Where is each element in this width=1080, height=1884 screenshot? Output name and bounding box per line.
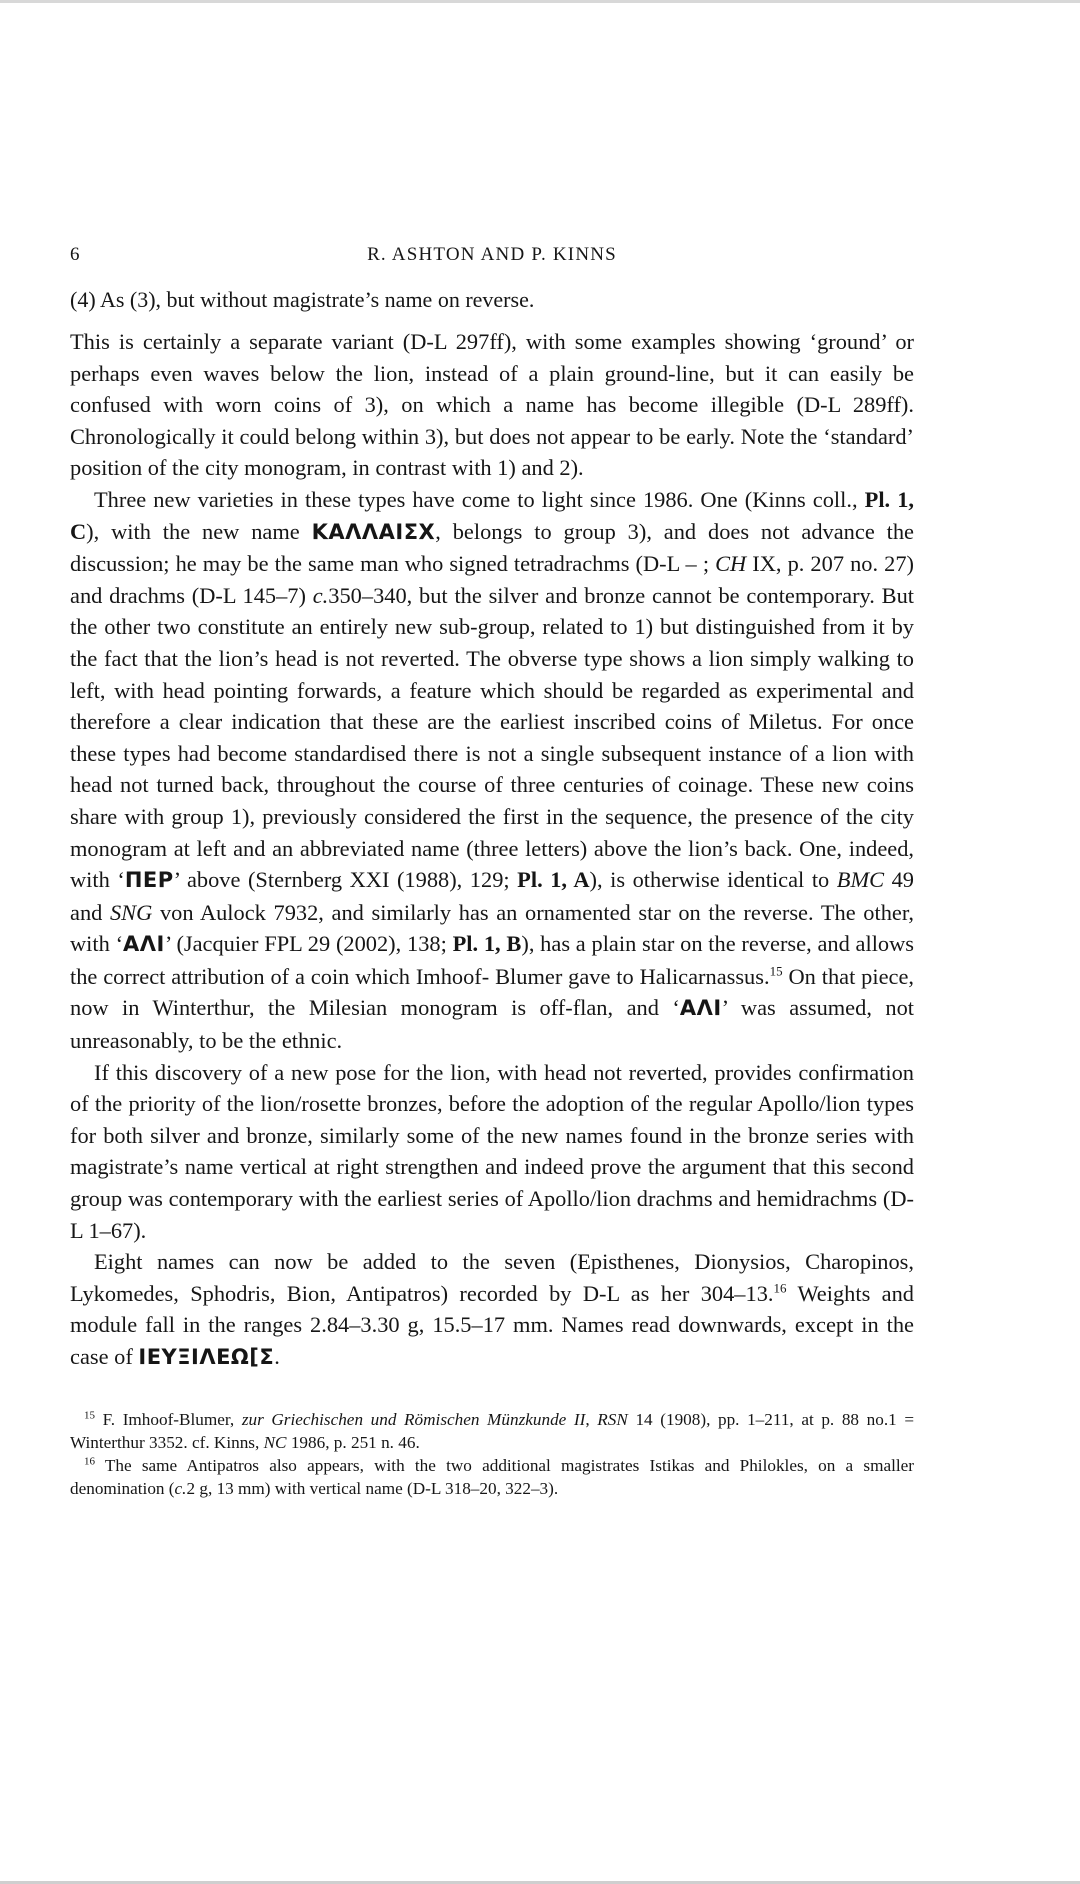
running-header bbox=[70, 240, 914, 270]
paragraph-3: If this discovery of a new pose for the lion, with head not reverted, provides confirmation of the priority of the lion/rosette bronzes, before the adoption of the regular Apollo/lion types for both silver and bronze, similarly some of the new names found in the bronze series with magistrate’s name vertical at right strengthen and indeed prove the argument that this second group was contemporary with the earliest series of Apollo/lion drachms and hemidrachms (D-L 1–67). bbox=[70, 1059, 914, 1243]
fn16-text-2: 2 g, 13 mm) with vertical name (D-L 318–20, 322–3). bbox=[186, 1478, 559, 1498]
fn15-text-3: 14 (1908), pp. 1–211, at p. 88 no.1 = Winterthur 3352. cf. Kinns, bbox=[70, 1409, 915, 1452]
fn15-text-4: 1986, p. 251 n. 46. bbox=[286, 1432, 420, 1452]
greek-name-kallaisch: ΚΑΛΛΑΙΣΧ bbox=[311, 519, 436, 544]
p4-text-3: . bbox=[274, 1344, 280, 1369]
greek-ali: ΑΛΙ bbox=[123, 932, 165, 957]
p2-text-3: , belongs to group 3), and does not advance the discussion; he may be the same man who signed tetradrachms (D-L – ; bbox=[70, 518, 914, 577]
p2-text-1: Three new varieties in these types have come to light since 1986. One (Kinns coll., bbox=[94, 486, 865, 512]
p2-text-8: 49 and bbox=[70, 867, 914, 925]
p2-text-13: ’ was assumed, not unreasonably, to be the ethnic. bbox=[70, 995, 914, 1054]
paragraph-2 bbox=[70, 484, 914, 1057]
item-heading: (4) As (3), but without magistrate’s name on reverse. bbox=[70, 287, 535, 312]
footnote-ref-15[interactable]: 15 bbox=[769, 963, 783, 979]
p2-text-10: ’ (Jacquier FPL 29 (2002), 138; bbox=[164, 931, 453, 957]
paragraph-4 bbox=[70, 1246, 914, 1373]
p2-text-12: On that piece, now in Winterthur, the Milesian monogram is off-flan, and ‘ bbox=[70, 963, 915, 1021]
fn15-text-2: , bbox=[585, 1409, 598, 1429]
footnote-number: 16 bbox=[84, 1454, 95, 1467]
p2-text-2: ), with the new name bbox=[86, 518, 312, 544]
circa-abbrev: c. bbox=[312, 582, 329, 608]
fn16-text-1: The same Antipatros also appears, with the two additional magistrates Istikas and Philokles, on a smaller denomination ( bbox=[70, 1455, 914, 1498]
footnote-15 bbox=[70, 1408, 914, 1454]
document-page bbox=[70, 240, 914, 1500]
plate-ref-c: Pl. 1, C bbox=[70, 486, 914, 544]
p2-text-9: von Aulock 7932, and similarly has an ornamented star on the reverse. The other, with ‘ bbox=[70, 899, 914, 957]
sng-abbrev: SNG bbox=[109, 899, 153, 925]
p2-text-4: IX, p. 207 no. 27) and drachms (D-L 145–7) bbox=[70, 551, 914, 608]
fn16-circa: c. bbox=[174, 1478, 187, 1498]
top-edge-rule bbox=[0, 0, 1080, 3]
body-text bbox=[70, 326, 914, 1374]
p2-text-5: 350–340, but the silver and bronze cannot be contemporary. But the other two constitute an entirely new sub-group, related to 1) but distinguished from it by the fact that the lion’s head is not reverted. The obverse type shows a lion simply walking to left, with head pointing forwards, a feature which should be regarded as experimental and therefore a clear indication that these are the earliest inscribed coins of Miletus. For once these types had become standardised there is not a single subsequent instance of a lion with head not turned back, throughout the course of three centuries of coinage. These new coins share with group 1), previously considered the first in the sequence, the presence of the city monogram at left and an abbreviated name (three letters) above the lion’s back. One, indeed, with ‘ bbox=[70, 582, 915, 893]
p2-text-7: ), is otherwise identical to bbox=[589, 867, 837, 893]
p2-text-11: ), has a plain star on the reverse, and allows the correct attribution of a coin which Imhoof- Blumer gave to Halicarnassus. bbox=[70, 931, 914, 989]
p2-text-6: ’ above (Sternberg XXI (1988), 129; bbox=[173, 867, 518, 893]
greek-per: ΠΕΡ bbox=[124, 868, 174, 893]
p4-text-2: Weights and module fall in the ranges 2.84–3.30 g, 15.5–17 mm. Names read downwards, except in the case of bbox=[70, 1280, 914, 1369]
fn15-journal: RSN bbox=[597, 1409, 628, 1429]
fn15-nc: NC bbox=[263, 1432, 287, 1452]
running-title: R. ASHTON AND P. KINNS bbox=[367, 244, 617, 265]
paragraph-1: This is certainly a separate variant (D-L 297ff), with some examples showing ‘ground’ or perhaps even waves below the lion, instead of a plain ground-line, but it can easily be confused with worn coins of 3), on which a name has become illegible (D-L 289ff). Chronologically it could belong within 3), but does not appear to be early. Note the ‘standard’ position of the city monogram, in contrast with 1) and 2). bbox=[70, 329, 914, 481]
footnote-number: 15 bbox=[84, 1408, 95, 1421]
bmc-abbrev: BMC bbox=[836, 867, 885, 893]
greek-name-ieuxileos: ΙΕΥΞΙΛΕΩ[Σ bbox=[138, 1345, 275, 1369]
page-number: 6 bbox=[70, 244, 81, 265]
fn15-title: zur Griechischen und Römischen Münzkunde II bbox=[241, 1409, 586, 1429]
plate-ref-b: Pl. 1, B bbox=[452, 931, 522, 957]
plate-ref-a: Pl. 1, A bbox=[517, 867, 590, 893]
ch-abbrev: CH bbox=[715, 551, 747, 577]
fn15-text-1: F. Imhoof-Blumer, bbox=[95, 1409, 242, 1429]
greek-ali-2: ΑΛΙ bbox=[679, 996, 722, 1021]
footnotes bbox=[70, 1408, 914, 1500]
footnote-ref-16[interactable]: 16 bbox=[773, 1280, 787, 1296]
footnote-16 bbox=[70, 1454, 914, 1500]
p4-text-1: Eight names can now be added to the seven (Episthenes, Dionysios, Charopinos, Lykomedes, Sphodris, Bion, Antipatros) recorded by D-L as her 304–13. bbox=[70, 1249, 914, 1306]
